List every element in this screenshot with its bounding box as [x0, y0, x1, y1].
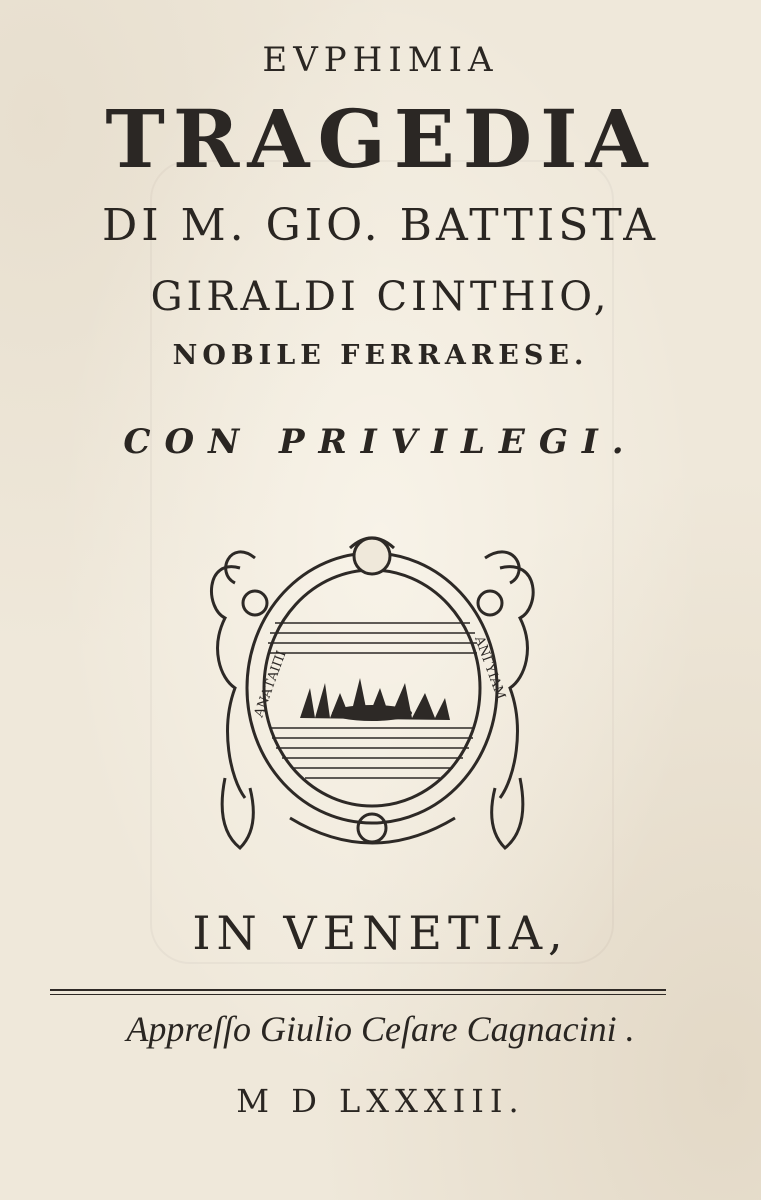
author-line-1: DI M. GIO. BATTISTA — [101, 200, 660, 251]
printers-device-woodcut-icon — [200, 528, 545, 863]
author-line-2: GIRALDI CINTHIO, — [150, 274, 611, 320]
divider-rule-thin — [50, 994, 666, 995]
svg-text:ΑΝΓΥΙΑΜ: ΑΝΓΥΙΑΜ — [471, 634, 508, 702]
genre-heading: TRAGEDIA — [105, 92, 656, 186]
privilege-line: CON PRIVILEGI. — [123, 422, 638, 462]
author-descriptor: NOBILE FERRARESE. — [172, 340, 589, 371]
printer-imprint: Appreſſo Giulio Ceſare Cagnacini . — [126, 1009, 635, 1049]
publication-year: M D LXXXIII. — [236, 1082, 525, 1120]
svg-text:ΑΝΑΤΑΙΠΙ: ΑΝΑΤΑΙΠΙ — [251, 648, 290, 720]
place-of-printing: IN VENETIA, — [192, 906, 569, 960]
work-title: EVPHIMIA — [262, 40, 499, 80]
divider-rule — [50, 989, 666, 991]
